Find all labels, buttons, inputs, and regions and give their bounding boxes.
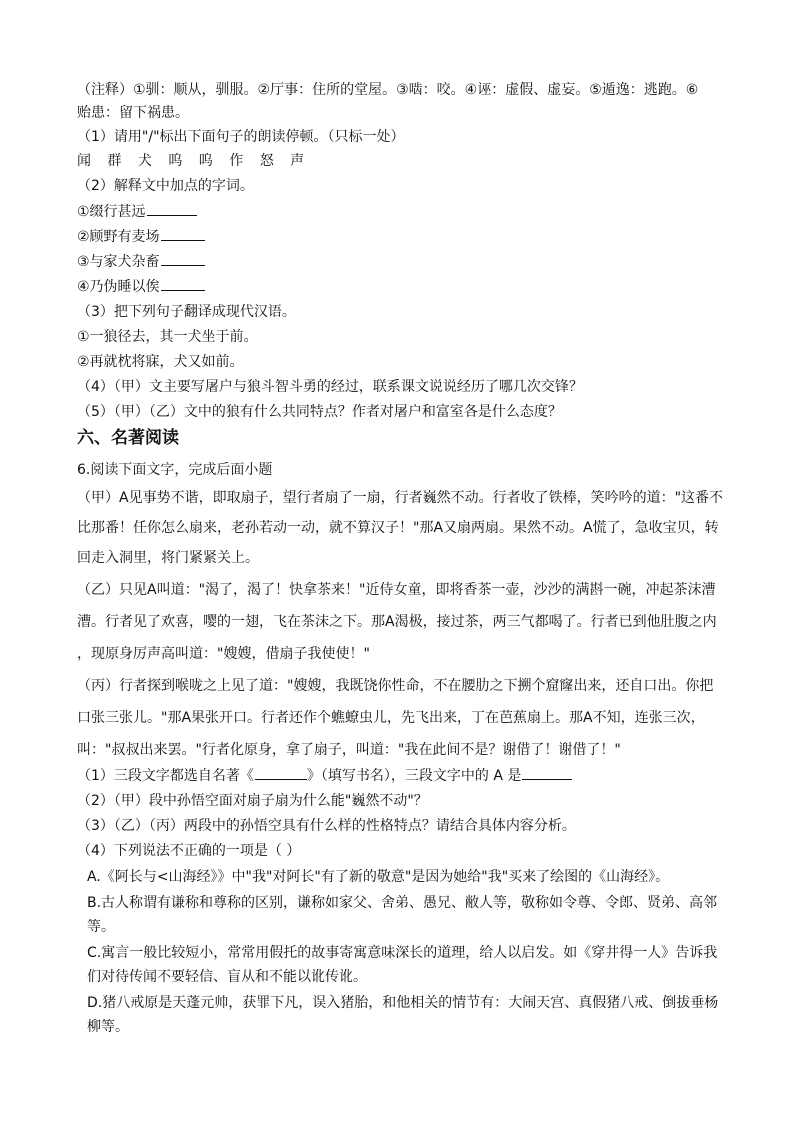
section-question-1 bbox=[77, 766, 572, 786]
passage-bing-line: 口张三张儿。"那A果张开口。行者还作个蟭蟟虫儿，先飞出来，丁在芭蕉扇上。那A不知，连张三次， bbox=[77, 710, 705, 726]
explain-item-text: ③与家犬杂畜 bbox=[77, 254, 160, 270]
translate-item-2: ②再就枕将寐，犬又如前。 bbox=[77, 354, 244, 370]
explain-item-text: ④乃伪睡以俟 bbox=[77, 279, 160, 295]
option-a: A.《阿长与<山海经》》中"我"对阿长"有了新的敬意"是因为她给"我"买来了绘图的《山海经》。 bbox=[87, 869, 670, 885]
character-blank[interactable] bbox=[522, 766, 572, 780]
explain-item-text: ②顾野有麦场 bbox=[77, 229, 160, 245]
translate-item-1: ①一狼径去，其一犬坐于前。 bbox=[77, 329, 258, 345]
question-4: （4）（甲）文主要写屠户与狼斗智斗勇的经过，联系课文说说经历了哪几次交锋？ bbox=[77, 379, 583, 395]
section-intro: 6.阅读下面文字，完成后面小题 bbox=[77, 462, 273, 478]
answer-blank[interactable] bbox=[161, 227, 205, 241]
question-3: （3）把下列句子翻译成现代汉语。 bbox=[77, 304, 296, 320]
answer-blank[interactable] bbox=[147, 202, 197, 216]
pause-sentence: 闻 群 犬 呜 呜 作 怒 声 bbox=[77, 153, 311, 169]
question-2: （2）解释文中加点的字词。 bbox=[77, 178, 254, 194]
option-b-cont: 等。 bbox=[87, 919, 115, 935]
explain-item-4 bbox=[77, 277, 205, 297]
notes-line-1: （注释）①驯：顺从，驯服。②厅事：住所的堂屋。③啮：咬。④诬：虚假、虚妄。⑤遁逸：逃跑。⑥ bbox=[77, 82, 699, 98]
explain-item-2 bbox=[77, 227, 205, 247]
option-b: B.古人称谓有谦称和尊称的区别，谦称如家父、舍弟、愚兄、敝人等，敬称如令尊、令郎、贤弟、高邻 bbox=[87, 895, 718, 911]
passage-bing-line: （丙）行者探到喉咙之上见了道："嫂嫂，我既饶你性命，不在腰肋之下搠个窟窿出来，还自口出。你把 bbox=[77, 678, 714, 694]
question-text: 》（填写书名），三段文字中的 A 是 bbox=[306, 768, 522, 784]
passage-yi-line: （乙）只见A叫道："渴了，渴了！快拿茶来！"近侍女童，即将香茶一壶，沙沙的满斟一碗，冲起茶沫漕 bbox=[77, 582, 716, 598]
passage-jia-line: （甲）A见事势不谐，即取扇子，望行者扇了一扇，行者巍然不动。行者收了铁棒，笑吟吟的道："这番不 bbox=[77, 490, 724, 506]
option-c: C.寓言一般比较短小，常常用假托的故事寄寓意味深长的道理，给人以启发。如《穿井得一人》告诉我 bbox=[87, 945, 718, 961]
question-5: （5）（甲）（乙）文中的狼有什么共同特点？作者对屠户和富室各是什么态度？ bbox=[77, 404, 562, 420]
section-question-3: （3）（乙）（丙）两段中的孙悟空具有什么样的性格特点？请结合具体内容分析。 bbox=[77, 818, 576, 834]
explain-item-3 bbox=[77, 252, 205, 272]
explain-item-text: ①缀行甚远 bbox=[77, 204, 146, 220]
answer-blank[interactable] bbox=[161, 252, 205, 266]
section-question-4: （4）下列说法不正确的一项是（ ） bbox=[77, 843, 301, 859]
passage-bing-line: 叫："叔叔出来罢。"行者化原身，拿了扇子，叫道："我在此间不是？谢借了！谢借了！" bbox=[77, 742, 621, 758]
section-title: 六、名著阅读 bbox=[77, 428, 179, 448]
option-c-cont: 们对待传闻不要轻信、盲从和不能以讹传讹。 bbox=[87, 969, 367, 985]
section-question-2: （2）（甲）段中孙悟空面对扇子扇为什么能"巍然不动"？ bbox=[77, 793, 428, 809]
explain-item-1 bbox=[77, 202, 197, 222]
option-d: D.猪八戒原是天蓬元帅，获罪下凡，误入猪胎，和他相关的情节有：大闹天宫、真假猪八戒、倒拔垂杨 bbox=[87, 995, 719, 1011]
question-text: （1）三段文字都选自名著《 bbox=[77, 768, 254, 784]
passage-jia-line: 回走入洞里，将门紧紧关上。 bbox=[77, 550, 259, 566]
passage-yi-line: 漕。行者见了欢喜，嘤的一翅，飞在茶沫之下。那A渴极，接过茶，两三气都喝了。行者已到他肚腹之内 bbox=[77, 614, 717, 630]
question-1: （1）请用"/"标出下面句子的朗读停顿。（只标一处） bbox=[77, 129, 405, 145]
option-d-cont: 柳等。 bbox=[87, 1019, 129, 1035]
passage-jia-line: 比那番！任你怎么扇来，老孙若动一动，就不算汉子！"那A又扇两扇。果然不动。A慌了，急收宝贝，转 bbox=[77, 520, 719, 536]
book-title-blank[interactable] bbox=[255, 766, 307, 780]
answer-blank[interactable] bbox=[161, 277, 205, 291]
notes-line-2: 贻患：留下祸患。 bbox=[77, 105, 189, 121]
passage-yi-line: ，现原身厉声高叫道："嫂嫂，借扇子我使使！" bbox=[77, 646, 370, 662]
